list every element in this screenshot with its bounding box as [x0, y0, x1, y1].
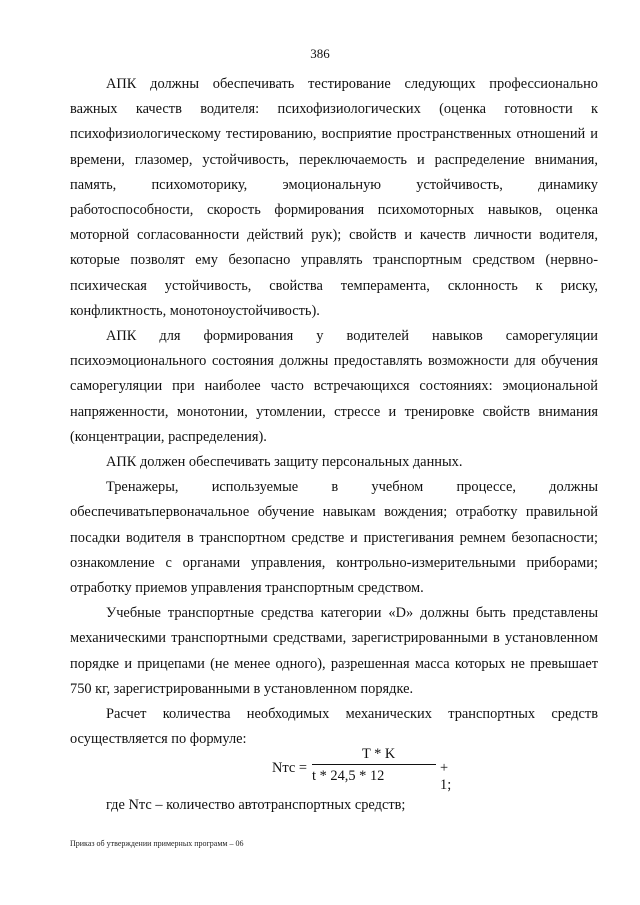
paragraph-calculation-intro: Расчет количества необходимых механических транспортных средств осуществляется по формуле: — [70, 706, 598, 748]
paragraph-simulators: Тренажеры, используемые в учебном процессе, должны обеспечиватьпервоначальное обучение навыкам вождения; отработку правильной посадки водителя в транспортном средстве и пристегивания ремнем безопасности; ознакомление с органами управления, контрольно-измерительными приборами; отработку приемов управления транспортным средством. — [70, 479, 598, 597]
paragraph-apk-self-regulation: АПК для формирования у водителей навыков саморегуляции психоэмоционального состояния должны предоставлять возможности для обучения саморегуляции при наиболее часто встречающихся состояниях: эмоциональной напряженности, монотонии, утомлении, стрессе и тренировке свойств внимания (концентрации, распределения). — [70, 328, 598, 445]
page-footer: Приказ об утверждении примерных программ – 06 — [70, 839, 244, 848]
paragraph-vehicles-category-d: Учебные транспортные средства категории «D» должны быть представлены механическими транспортными средствами, зарегистрированными в установленном порядке и прицепами (не менее одного), разрешенная масса которых не превышает 750 кг, зарегистрированными в установленном порядке. — [70, 605, 598, 697]
paragraph-apk-testing: АПК должны обеспечивать тестирование следующих профессионально важных качеств водителя: психофизиологических (оценка готовности к психофизиологическому тестированию, восприятие пространственных отношений и времени, глазомер, устойчивость, переключаемость и распределение внимания, память, психомоторику, эмоциональную устойчивость, динамику работоспособности, скорость формирования психомоторных навыков, оценка моторной согласованности действий рук); свойств и качеств личности водителя, которые позволят ему безопасно управлять транспортным средством (нервно-психическая устойчивость, свойства темперамента, склонность к риску, конфликтность, монотоноустойчивость). — [70, 76, 598, 319]
page-number: 386 — [310, 46, 330, 61]
paragraph-apk-data-protection: АПК должен обеспечивать защиту персональных данных. — [106, 454, 463, 471]
formula-fraction-bar — [312, 764, 436, 765]
formula-rhs: + 1; — [440, 760, 452, 793]
formula-variable-definition: где Nтс – количество автотранспортных средств; — [106, 797, 406, 813]
vehicle-count-formula — [272, 746, 452, 793]
formula-numerator: T * K — [362, 746, 396, 762]
formula-lhs: Nтс = — [272, 760, 307, 776]
body-text — [70, 72, 598, 752]
formula-denominator: t * 24,5 * 12 — [312, 768, 385, 784]
